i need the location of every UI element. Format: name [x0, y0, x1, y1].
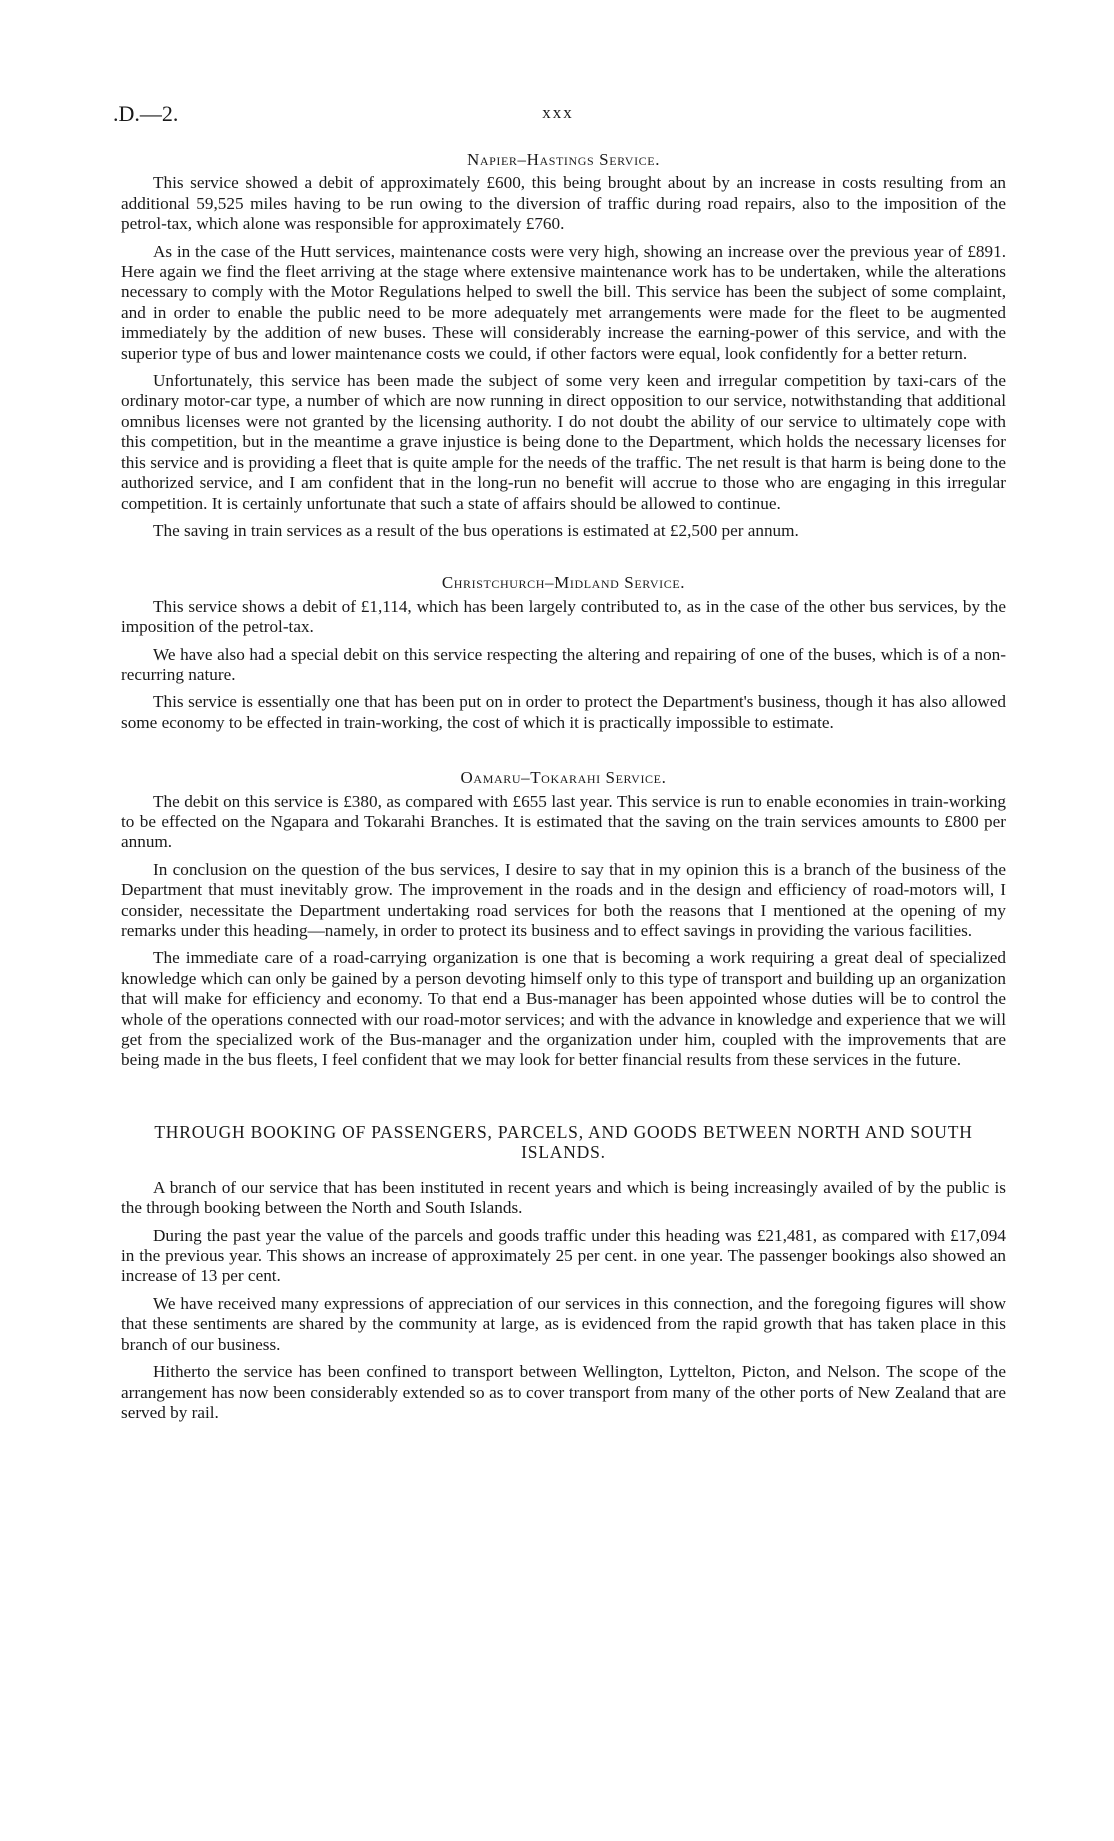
paragraph: Unfortunately, this service has been made the subject of some very keen and irregular competition by taxi-cars of the ordinary motor-car type, a number of which are now running in direct opposition to our service, notwithstanding that additional omnibus licenses were not granted by the licensing authority. I do not doubt the ability of our service to ultimately cope with this competition, but in the meantime a grave injustice is being done to the Department, which holds the necessary licenses for this service and is providing a fleet that is quite ample for the needs of the traffic. The net result is that harm is being done to the authorized service, and I am confident that in the long-run no benefit will accrue to those who are engaging in this irregular competition. It is certainly unfortunate that such a state of affairs should be allowed to continue.: [121, 371, 1006, 513]
paragraph: A branch of our service that has been instituted in recent years and which is being increasingly availed of by the public is the through booking between the North and South Islands.: [121, 1177, 1006, 1218]
christchurch-midland-section: [121, 573, 1006, 733]
paragraph: During the past year the value of the parcels and goods traffic under this heading was £21,481, as compared with £17,094 in the previous year. This shows an increase of approximately 25 per cent. in one year. The passenger bookings also showed an increase of 13 per cent.: [121, 1225, 1006, 1286]
section-heading: Napier–Hastings Service.: [466, 150, 661, 169]
major-heading: THROUGH BOOKING OF PASSENGERS, PARCELS, AND GOODS BETWEEN NORTH AND SOUTH ISLANDS.: [154, 1121, 973, 1162]
paragraph: Hitherto the service has been confined to transport between Wellington, Lyttelton, Picton, and Nelson. The scope of the arrangement has now been considerably extended so as to cover transport from many of the other ports of New Zealand that are served by rail.: [121, 1362, 1006, 1422]
through-booking-section: [121, 1122, 1006, 1423]
page-header: [113, 101, 1003, 131]
paragraph: The debit on this service is £380, as compared with £655 last year. This service is run to enable economies in train-working to be effected on the Ngapara and Tokarahi Branches. It is estimated that the saving on the train services amounts to £800 per annum.: [121, 791, 1006, 852]
paragraph: In conclusion on the question of the bus services, I desire to say that in my opinion this is a branch of the business of the Department that must inevitably grow. The improvement in the roads and in the design and efficiency of road-motors will, I consider, necessitate the Department undertaking road services for both the reasons that I mentioned at the opening of my remarks under this heading—namely, in order to protect its business and to effect savings in providing the various facilities.: [121, 859, 1006, 940]
paragraph: The immediate care of a road-carrying organization is one that is becoming a work requiring a great deal of specialized knowledge which can only be gained by a person devoting himself only to this type of transport and building up an organization that will make for efficiency and economy. To that end a Bus-manager has been appointed whose duties will be to control the whole of the operations connected with our road-motor services; and with the advance in knowledge and experience that we will get from the specialized work of the Bus-manager and the organization under him, coupled with the improvements that are being made in the bus fleets, I feel confident that we may look for better financial results from these services in the future.: [121, 948, 1006, 1070]
section-spacer: [121, 740, 1006, 768]
section-heading: Christchurch–Midland Service.: [441, 573, 686, 593]
oamaru-tokarahi-section: [121, 768, 1006, 1071]
paragraph: This service is essentially one that has been put on in order to protect the Department's business, though it has also allowed some economy to be effected in train-working, the cost of which it is practically impossible to estimate.: [121, 692, 1006, 732]
paragraph: This service shows a debit of £1,114, which has been largely contributed to, as in the case of the other bus services, by the imposition of the petrol-tax.: [121, 596, 1006, 637]
paragraph: This service showed a debit of approximately £600, this being brought about by an increase in costs resulting from an additional 59,525 miles having to be run owing to the diversion of traffic during road repairs, also to the imposition of the petrol-tax, which alone was responsible for approximately £760.: [121, 173, 1006, 234]
section-spacer: [121, 1078, 1006, 1122]
page-code: .D.—2.: [113, 101, 179, 126]
document-body: [121, 150, 1006, 1430]
page-number: xxx: [542, 103, 574, 122]
paragraph: We have received many expressions of appreciation of our services in this connection, and the foregoing figures will show that these sentiments are shared by the community at large, as is evidenced from the rapid growth that has taken place in this branch of our business.: [121, 1293, 1006, 1354]
section-heading: Oamaru–Tokarahi Service.: [460, 768, 667, 788]
napier-hastings-section: [121, 150, 1006, 541]
section-spacer: [121, 548, 1006, 573]
paragraph: We have also had a special debit on this service respecting the altering and repairing of one of the buses, which is of a non-recurring nature.: [121, 644, 1006, 684]
paragraph: The saving in train services as a result of the bus operations is estimated at £2,500 per annum.: [153, 520, 799, 540]
paragraph: As in the case of the Hutt services, maintenance costs were very high, showing an increase over the previous year of £891. Here again we find the fleet arriving at the stage where extensive maintenance work has to be undertaken, while the alterations necessary to comply with the Motor Regulations helped to swell the bill. This service has been the subject of some complaint, and in order to enable the public need to be more adequately met arrangements were made for the fleet to be augmented immediately by the addition of new buses. These will considerably increase the earning-power of this service, and with the superior type of bus and lower maintenance costs we could, if other factors were equal, look confidently for a better return.: [121, 241, 1006, 363]
